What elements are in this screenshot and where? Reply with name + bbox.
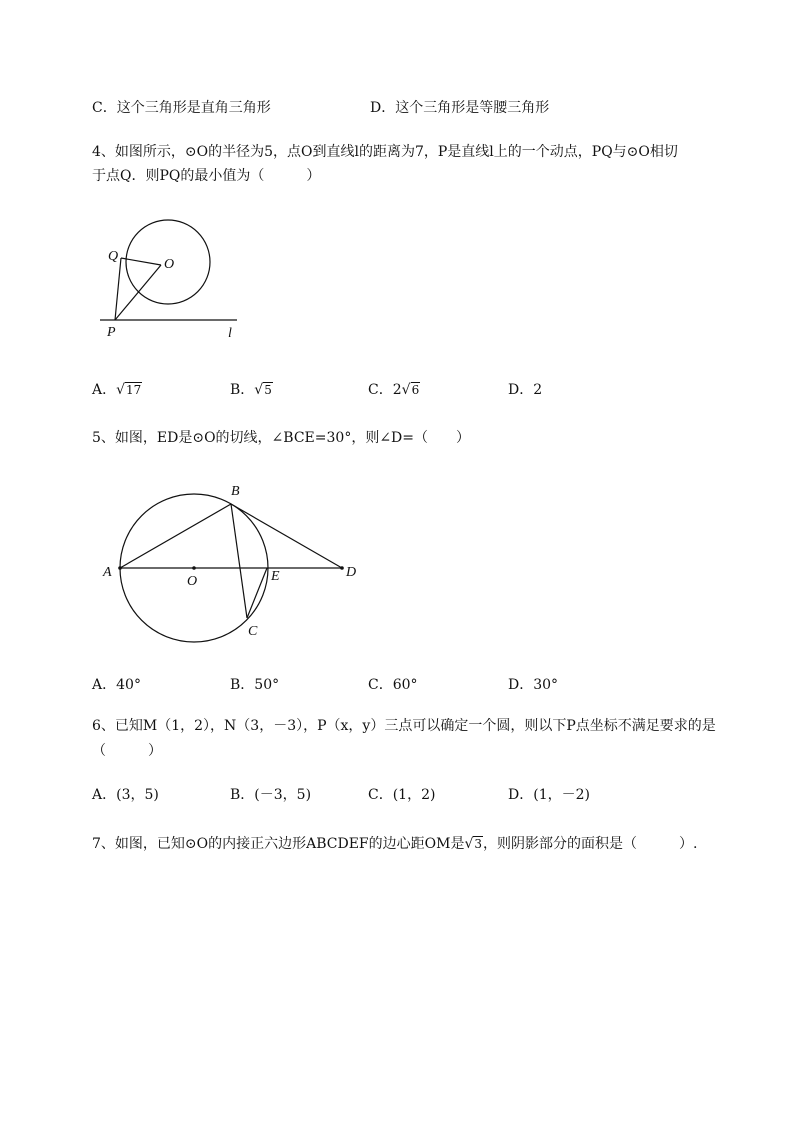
- q6-option-d: D．(1，－2): [508, 787, 590, 803]
- q3-option-d: D．这个三角形是等腰三角形: [370, 100, 550, 116]
- q4-segment-po: [115, 265, 161, 320]
- q6-option-a: A．(3，5): [92, 787, 159, 803]
- q4-option-d: D．2: [508, 382, 543, 398]
- q4-segment-qo: [121, 258, 161, 265]
- q5-point-d: [340, 566, 344, 570]
- q4-label-l: l: [228, 326, 232, 341]
- q5-label-o: O: [187, 574, 198, 589]
- q5-point-o: [192, 566, 196, 570]
- q5-label-e: E: [271, 569, 280, 584]
- q5-option-a: A．40°: [92, 677, 141, 693]
- q5-option-d: D．30°: [508, 677, 559, 693]
- q6-option-b: B．(－3，5): [230, 787, 312, 803]
- q5-label-c: C: [248, 624, 258, 639]
- q6-option-c: C．(1，2): [368, 787, 436, 803]
- q5-figure: [100, 478, 370, 648]
- q5-label-a: A: [103, 565, 112, 580]
- q6-stem-line1: 6、已知M（1，2），N（3，－3），P（x，y）三点可以确定一个圆，则以下P点坐标不满足要求的是: [92, 718, 716, 734]
- q5-tangent-bd: [231, 504, 342, 568]
- q3-option-c: C．这个三角形是直角三角形: [92, 100, 271, 116]
- q5-label-b: B: [231, 484, 240, 499]
- q5-point-a: [118, 566, 122, 570]
- q4-stem-line1: 4、如图所示，⊙O的半径为5，点O到直线l的距离为7，P是直线l上的一个动点，PQ与⊙O相切: [92, 144, 678, 160]
- q5-option-b: B．50°: [230, 677, 280, 693]
- q5-segment-ab: [120, 504, 231, 568]
- q7-stem: 7、如图，已知⊙O的内接正六边形ABCDEF的边心距OM是√3，则阴影部分的面积是（ ）.: [92, 836, 698, 852]
- q4-option-c: C．2√6: [368, 382, 420, 398]
- q4-option-b: B．√5: [230, 382, 272, 398]
- q5-option-c: C．60°: [368, 677, 418, 693]
- q4-label-p: P: [107, 325, 116, 340]
- q6-stem-line2: （ ）: [92, 743, 162, 759]
- q4-option-a: A．√17: [92, 382, 142, 398]
- q5-stem: 5、如图，ED是⊙O的切线，∠BCE=30°，则∠D=（ ）: [92, 430, 470, 446]
- q4-figure: [95, 210, 255, 345]
- q5-label-d: D: [346, 565, 357, 580]
- q4-label-o: O: [164, 257, 175, 272]
- q4-label-q: Q: [108, 249, 119, 264]
- q4-segment-pq: [115, 258, 121, 320]
- q4-stem-line2: 于点Q．则PQ的最小值为（ ）: [92, 168, 321, 184]
- q5-segment-bc: [231, 504, 247, 618]
